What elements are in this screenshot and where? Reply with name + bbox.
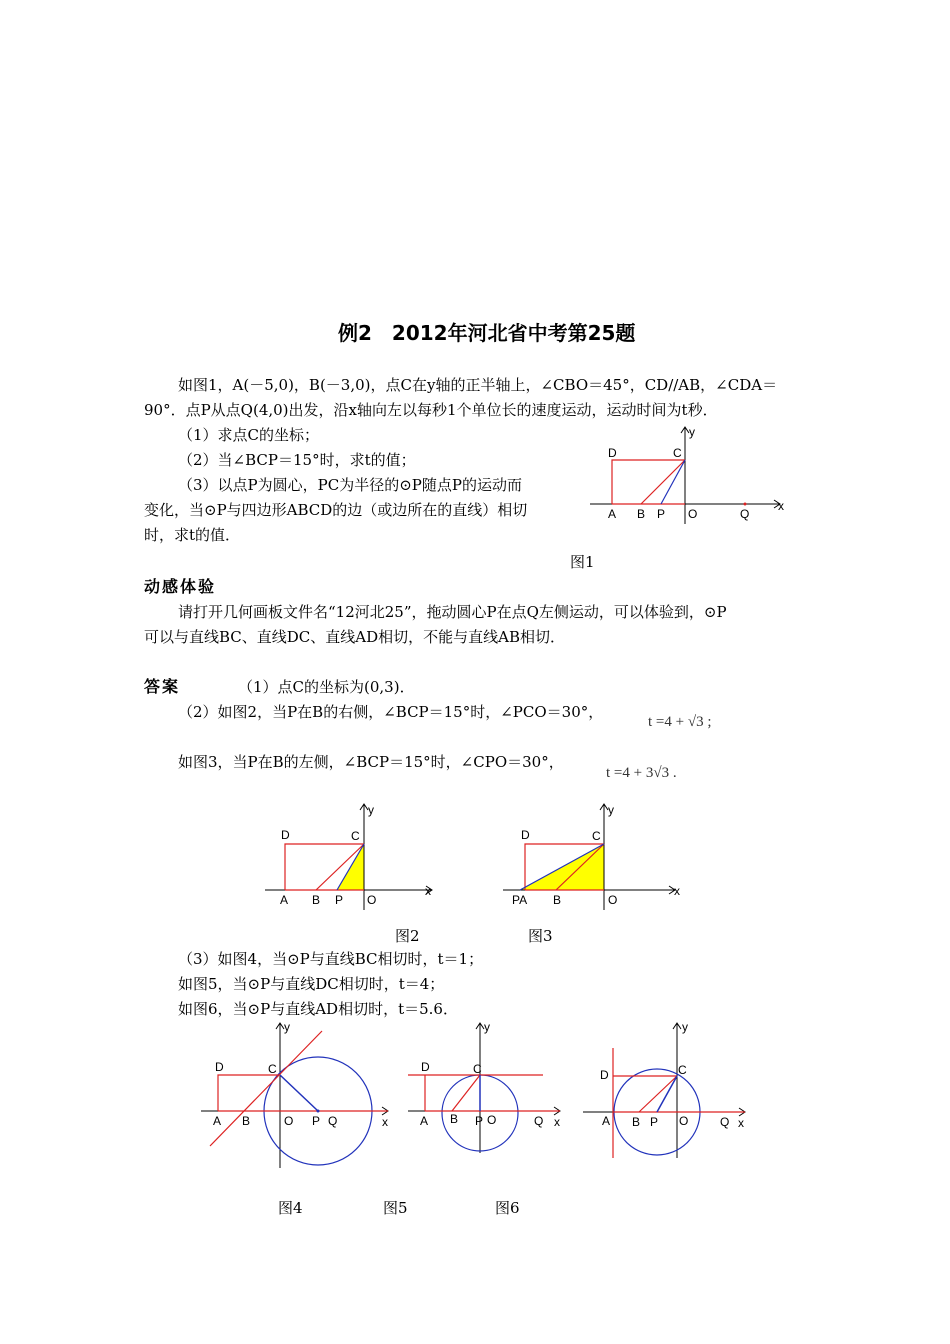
problem-line-2: 90°．点P从点Q(4,0)出发，沿x轴向左以每秒1个单位长的速度运动，运动时间为t秒． bbox=[144, 401, 718, 419]
fig6-label-x: x bbox=[738, 1116, 744, 1130]
answer-3a: （3）如图4，当⊙P与直线BC相切时，t＝1； bbox=[178, 950, 484, 968]
question-3-line-3: 时，求t的值． bbox=[144, 526, 241, 544]
fig3-label-x: x bbox=[674, 884, 680, 898]
page-title: 例2 2012年河北省中考第25题 bbox=[338, 321, 636, 345]
fig5-label-A: A bbox=[420, 1114, 429, 1128]
fig2-label-C: C bbox=[351, 829, 360, 843]
fig6-label-B: B bbox=[632, 1115, 641, 1129]
fig4-label-y: y bbox=[284, 1020, 290, 1034]
fig1-label-A: A bbox=[608, 507, 617, 521]
answer-3b: 如图5，当⊙P与直线DC相切时，t＝4； bbox=[178, 975, 445, 993]
fig2-label-A: A bbox=[280, 893, 289, 907]
figure-2 bbox=[262, 802, 442, 912]
answer-2b-formula: t =4 + 3√3 . bbox=[606, 765, 677, 781]
caption-fig4: 图4 bbox=[278, 1199, 303, 1217]
fig4-label-O: O bbox=[284, 1114, 294, 1128]
question-2: （2）当∠BCP＝15°时，求t的值； bbox=[178, 451, 416, 469]
experience-line-2: 可以与直线BC、直线DC、直线AD相切，不能与直线AB相切． bbox=[144, 628, 565, 646]
answer-3c: 如图6，当⊙P与直线AD相切时，t＝5.6． bbox=[178, 1000, 458, 1018]
fig1-label-P: P bbox=[657, 507, 666, 521]
fig4-label-P: P bbox=[312, 1114, 321, 1128]
fig6-label-D: D bbox=[600, 1068, 609, 1082]
caption-fig5: 图5 bbox=[383, 1199, 408, 1217]
fig5-label-O: O bbox=[487, 1113, 497, 1127]
answer-1: （1）点C的坐标为(0,3)． bbox=[238, 678, 415, 696]
figure-4 bbox=[198, 1018, 398, 1178]
fig1-label-B: B bbox=[637, 507, 646, 521]
fig1-label-Q: Q bbox=[740, 507, 750, 521]
fig4-label-B: B bbox=[242, 1114, 251, 1128]
figure-5 bbox=[405, 1018, 570, 1168]
fig4-label-Q: Q bbox=[328, 1114, 338, 1128]
caption-fig3: 图3 bbox=[528, 927, 553, 945]
question-3-line-1: （3）以点P为圆心，PC为半径的⊙P随点P的运动而 bbox=[178, 476, 522, 494]
fig2-label-x: x bbox=[425, 884, 431, 898]
answer-heading: 答案 bbox=[144, 677, 181, 696]
caption-fig2: 图2 bbox=[395, 927, 420, 945]
fig3-label-D: D bbox=[521, 828, 530, 842]
fig5-label-P: P bbox=[475, 1114, 484, 1128]
fig3-label-C: C bbox=[592, 829, 601, 843]
fig2-label-y: y bbox=[368, 803, 374, 817]
fig2-label-P: P bbox=[335, 893, 344, 907]
experience-line-1: 请打开几何画板文件名“12河北25”，拖动圆心P在点Q左侧运动，可以体验到，⊙P bbox=[178, 603, 727, 621]
fig2-label-O: O bbox=[367, 893, 377, 907]
fig4-label-A: A bbox=[213, 1114, 222, 1128]
fig6-label-O: O bbox=[679, 1114, 689, 1128]
problem-line-1: 如图1，A(－5,0)，B(－3,0)，点C在y轴的正半轴上，∠CBO＝45°，CD//AB，∠CDA＝ bbox=[178, 376, 778, 394]
fig6-label-Q: Q bbox=[720, 1115, 730, 1129]
fig5-label-Q: Q bbox=[534, 1114, 544, 1128]
question-3-line-2: 变化，当⊙P与四边形ABCD的边（或边所在的直线）相切 bbox=[144, 501, 528, 519]
fig2-label-D: D bbox=[281, 828, 290, 842]
caption-fig6: 图6 bbox=[495, 1199, 520, 1217]
fig2-label-B: B bbox=[312, 893, 321, 907]
caption-fig1: 图1 bbox=[570, 553, 595, 571]
fig3-label-O: O bbox=[608, 893, 618, 907]
figure-6 bbox=[580, 1018, 750, 1168]
answer-2: （2）如图2，当P在B的右侧，∠BCP＝15°时，∠PCO＝30°， bbox=[178, 703, 604, 721]
fig6-label-P: P bbox=[650, 1115, 659, 1129]
answer-2b: 如图3，当P在B的左侧，∠BCP＝15°时，∠CPO＝30°， bbox=[178, 753, 564, 771]
answer-2-formula: t =4 + √3 ; bbox=[648, 714, 712, 730]
fig4-label-C: C bbox=[268, 1062, 277, 1076]
fig5-label-C: C bbox=[473, 1062, 482, 1076]
fig1-label-x: x bbox=[778, 499, 784, 513]
fig5-label-D: D bbox=[421, 1060, 430, 1074]
figure-3 bbox=[500, 802, 685, 912]
fig6-label-y: y bbox=[682, 1020, 688, 1034]
experience-heading: 动感体验 bbox=[144, 577, 217, 596]
fig3-label-B: B bbox=[553, 893, 562, 907]
fig4-label-x: x bbox=[382, 1115, 388, 1129]
figure-1 bbox=[585, 422, 790, 532]
fig1-label-C: C bbox=[673, 446, 682, 460]
fig3-label-PA: PA bbox=[512, 893, 528, 907]
fig1-label-O: O bbox=[688, 507, 698, 521]
fig3-label-y: y bbox=[608, 803, 614, 817]
fig1-label-D: D bbox=[608, 446, 617, 460]
question-1: （1）求点C的坐标； bbox=[178, 426, 320, 444]
fig1-label-y: y bbox=[689, 425, 695, 439]
fig5-label-y: y bbox=[484, 1020, 490, 1034]
fig5-label-x: x bbox=[554, 1115, 560, 1129]
fig4-label-D: D bbox=[215, 1060, 224, 1074]
fig6-label-A: A bbox=[602, 1114, 611, 1128]
fig5-label-B: B bbox=[450, 1112, 459, 1126]
fig6-label-C: C bbox=[678, 1063, 687, 1077]
